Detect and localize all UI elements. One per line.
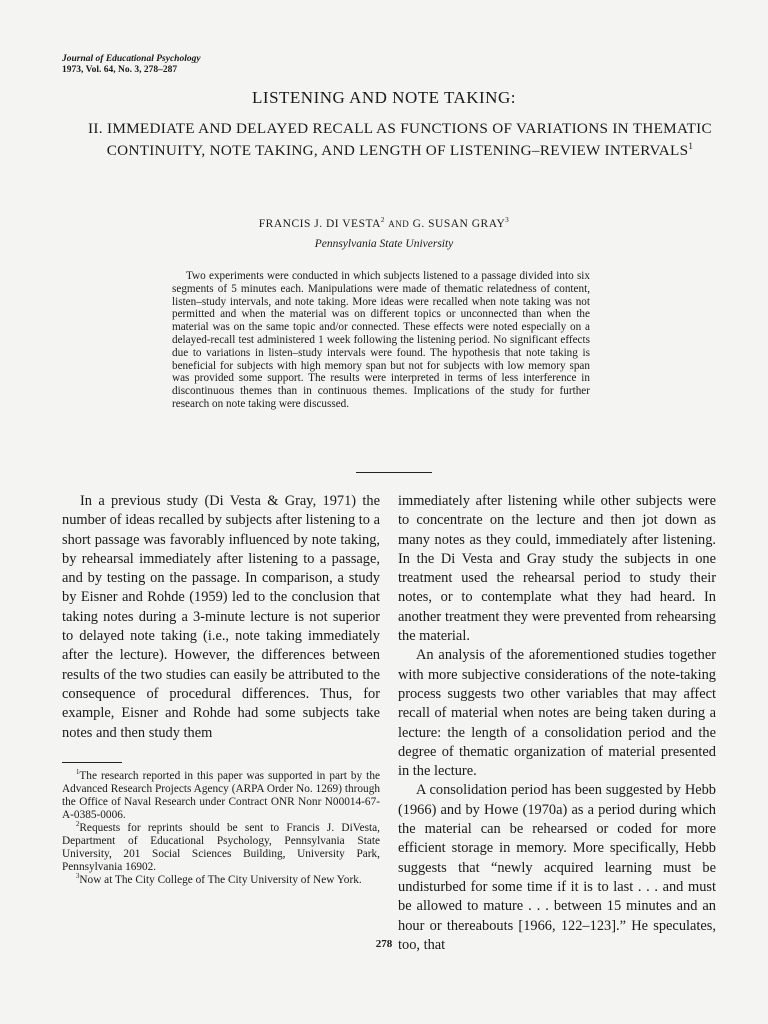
footnote-text: Requests for reprints should be sent to Francis J. DiVesta, Department of Educational Psychology, Pennsylvania State University, 201 Social Sciences Building, University Park, Pennsylvania 16902. (62, 822, 380, 873)
affiliation: Pennsylvania State University (314, 238, 454, 250)
subtitle-text: II. IMMEDIATE AND DELAYED RECALL AS FUNCTIONS OF VARIATIONS IN THEMATIC CONTINUITY, NOTE TAKING, AND LENGTH OF LISTENING–REVIEW INTERVALS (88, 120, 712, 159)
author-conjunction: AND (388, 219, 410, 229)
article-title: LISTENING AND NOTE TAKING: (252, 88, 516, 107)
author-2: G. SUSAN GRAY (412, 218, 506, 230)
subtitle-footnote-mark: 1 (688, 140, 694, 151)
body-column-left (62, 492, 380, 743)
footnote-1 (62, 770, 380, 822)
footnotes (62, 770, 380, 887)
body-paragraph: In a previous study (Di Vesta & Gray, 1971) the number of ideas recalled by subjects after listening to a short passage was favorably influenced by note taking, by rehearsal immediately after listening to a passage, and by testing on the passage. In comparison, a study by Eisner and Rohde (1959) led to the conclusion that taking notes during a 3-minute lecture is not superior to delayed note taking (i.e., note taking immediately after the lecture). However, the differences between results of the two studies can easily be attributed to the consequence of procedural differences. Thus, for example, Eisner and Rohde had some subjects take notes and then study them (62, 493, 380, 741)
footnote-mark: 3 (76, 873, 80, 881)
article-subtitle (80, 118, 720, 162)
abstract: Two experiments were conducted in which subjects listened to a passage divided into six segments of 5 minutes each. Manipulations were made of thematic relatedness of content, listen–study intervals, and note taking. More ideas were recalled when note taking was not permitted and when the material was on different topics or unconnected than when the material was on the same topic and/or connected. These effects were noted especially on a delayed-recall test administered 1 week following the listening period. No significant effects due to variations in listen–study intervals were found. The hypothesis that note taking is beneficial for subjects with high memory span but not for subjects with low memory span was provided some support. The results were interpreted in terms of less interference in discontinuous themes than in continuous themes. Implications of the study for further research on note taking were discussed. (172, 270, 590, 410)
body-paragraph: immediately after listening while other subjects were to concentrate on the lecture and then jot down as many notes as they could, immediately after listening. In the Di Vesta and Gray study the subjects in one treatment used the rehearsal period to study their notes, or to contemplate what they had heard. In another treatment they were prevented from rehearsing the material. (398, 493, 716, 645)
body-paragraph: An analysis of the aforementioned studies together with more subjective considerations of the note-taking process suggests two other variables that may affect recall of material when notes are being taken during a lecture: the length of a consolidation period and the degree of thematic organization of material presented in the lecture. (398, 647, 716, 780)
page-number: 278 (375, 938, 393, 950)
journal-citation: 1973, Vol. 64, No. 3, 278–287 (62, 65, 178, 75)
journal-name: Journal of Educational Psychology (62, 54, 201, 64)
body-paragraph: A consolidation period has been suggested by Hebb (1966) and by Howe (1970a) as a period during which the material can be rehearsed or coded for more efficient storage in memory. More specifically, Hebb suggests that “newly acquired learning must be undisturbed for some time if it is to last . . . and must be allowed to mature . . . between 15 minutes and an hour or thereabouts [1966, 122–123].” He speculates, too, that (398, 782, 716, 953)
author-2-mark: 3 (505, 217, 510, 225)
author-line (0, 218, 768, 230)
author-1: FRANCIS J. DI VESTA (258, 218, 381, 230)
footnote-text: Now at The City College of The City University of New York. (79, 874, 362, 886)
footnote-text: The research reported in this paper was supported in part by the Advanced Research Projects Agency (ARPA Order No. 1269) through the Office of Naval Research under Contract ONR Nonr N00014-67-A-0385-0006. (62, 770, 380, 821)
footnote-divider (62, 762, 122, 763)
footnote-mark: 1 (76, 769, 80, 777)
footnote-3 (62, 874, 380, 887)
footnote-2 (62, 822, 380, 874)
footnote-mark: 2 (76, 821, 80, 829)
abstract-divider (356, 472, 432, 473)
body-column-right (398, 492, 716, 955)
journal-header (62, 54, 201, 76)
author-1-mark: 2 (380, 217, 385, 225)
